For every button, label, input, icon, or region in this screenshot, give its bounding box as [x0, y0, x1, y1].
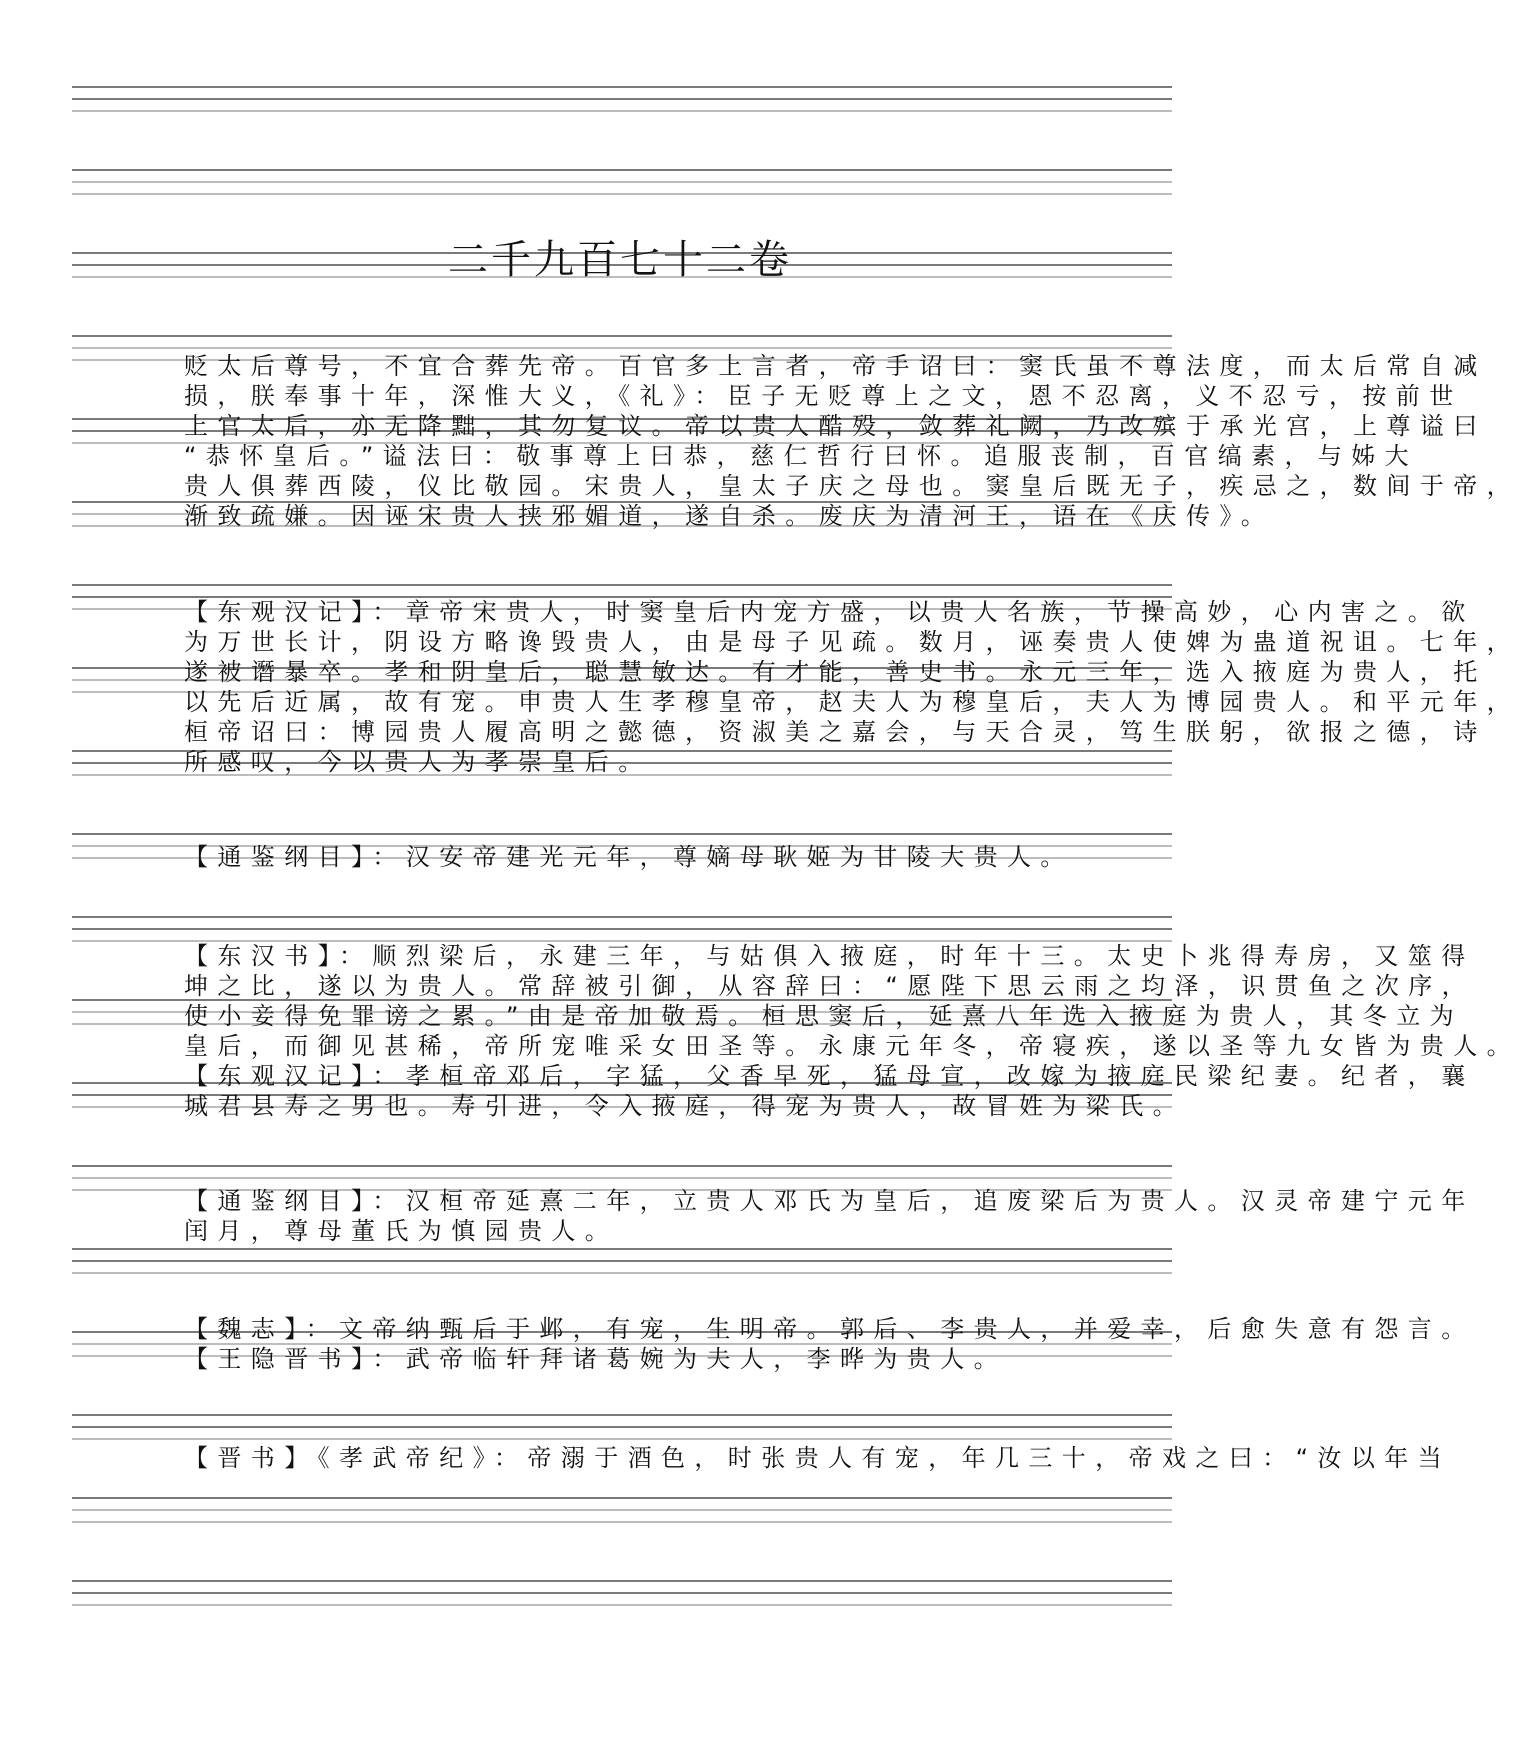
paragraph [184, 842, 1084, 872]
text-line: 贵人俱葬西陵，仪比敬园。宋贵人，皇太子庆之母也。窦皇后既无子，疾忌之，数间于帝， [184, 472, 1520, 500]
text-line: 【通鉴纲目】：汉安帝建光元年，尊嫡母耿姬为甘陵大贵人。 [184, 843, 1074, 871]
text-line: 【东观汉记】：孝桓帝邓后，字猛，父香早死，猛母宣，改嫁为掖庭民梁纪妻。纪者，襄 [184, 1062, 1475, 1090]
text-line: 坤之比，遂以为贵人。常辞被引御，从容辞曰：“愿陛下思云雨之均泽，识贯鱼之次序， [184, 972, 1476, 1000]
rule-line [72, 1272, 1172, 1274]
rule-line [72, 86, 1172, 88]
text-line: 使小妾得免罪谤之累。”由是帝加敬焉。桓思窦后，延熹八年选入掖庭为贵人，其冬立为 [184, 1002, 1464, 1030]
text-line: 【东观汉记】：章帝宋贵人，时窦皇后内宠方盛，以贵人名族，节操高妙，心内害之。欲 [184, 598, 1475, 626]
rule-line [72, 584, 1172, 586]
rule-line [72, 1592, 1172, 1594]
rule-line [72, 928, 1172, 930]
rule-line [72, 1414, 1172, 1416]
page-title: 二千九百七十二卷 [448, 237, 792, 283]
rule-line [72, 1438, 1172, 1440]
text-line: 【魏志】：文帝纳甄后于邺，有宠，生明帝。郭后、李贵人，并爱幸，后愈失意有怨言。 [184, 1315, 1475, 1343]
rule-line [72, 1260, 1172, 1262]
text-line: 贬太后尊号，不宜合葬先帝。百官多上言者，帝手诏曰：窦氏虽不尊法度，而太后常自减 [184, 352, 1487, 380]
rule-line [72, 833, 1172, 835]
rule-line [72, 169, 1172, 171]
text-line: 为万世长计，阴设方略谗毁贵人，由是母子见疏。数月，诬奏贵人使婢为蛊道祝诅。七年， [184, 628, 1520, 656]
rule-line [72, 1177, 1172, 1179]
rule-line [72, 1497, 1172, 1499]
paragraph [184, 1443, 1452, 1473]
text-line: 渐致疏嫌。因诬宋贵人挟邪媚道，遂自杀。废庆为清河王，语在《庆传》。 [184, 502, 1275, 530]
rule-line [72, 1521, 1172, 1523]
text-line: 皇后，而御见甚稀，帝所宠唯采女田圣等。永康元年冬，帝寝疾，遂以圣等九女皆为贵人。 [184, 1032, 1520, 1060]
paragraph [184, 1314, 1475, 1374]
rule-line [72, 1165, 1172, 1167]
rule-line [72, 916, 1172, 918]
rule-line [72, 98, 1172, 100]
text-line: 以先后近属，故有宠。申贵人生孝穆皇帝，赵夫人为穆皇后，夫人为博园贵人。和平元年， [184, 688, 1520, 716]
text-line: 【王隐晋书】：武帝临轩拜诸葛婉为夫人，李晔为贵人。 [184, 1345, 1007, 1373]
text-line: 上官太后，亦无降黜，其勿复议。帝以贵人酷殁，敛葬礼阙，乃改殡于承光宫，上尊谥曰 [184, 412, 1487, 440]
text-line: 【通鉴纲目】：汉桓帝延熹二年，立贵人邓氏为皇后，追废梁后为贵人。汉灵帝建宁元年 [184, 1187, 1475, 1215]
text-line: 桓帝诏曰：博园贵人履高明之懿德，资淑美之嘉会，与天合灵，笃生朕躬，欲报之德，诗 [184, 718, 1487, 746]
rule-line [72, 335, 1172, 337]
rule-line [72, 1580, 1172, 1582]
rule-line [72, 1604, 1172, 1606]
text-line: 【晋书】《孝武帝纪》：帝溺于酒色，时张贵人有宠，年几三十，帝戏之曰：“汝以年当 [184, 1444, 1452, 1472]
paragraph [184, 1186, 1475, 1246]
text-line: 所感叹，今以贵人为孝崇皇后。 [184, 748, 652, 776]
rule-line [72, 110, 1172, 112]
rule-line [72, 1248, 1172, 1250]
paragraph [184, 351, 1520, 531]
text-line: 闰月，尊母董氏为慎园贵人。 [184, 1217, 619, 1245]
rule-line [72, 181, 1172, 183]
rule-line [72, 1509, 1172, 1511]
text-line: “恭怀皇后。”谥法曰：敬事尊上曰恭，慈仁哲行曰怀。追服丧制，百官缟素，与姊大 [184, 442, 1419, 470]
rule-line [72, 193, 1172, 195]
paragraph [184, 941, 1520, 1121]
text-line: 遂被谮暴卒。孝和阴皇后，聪慧敏达。有才能，善史书。永元三年，选入掖庭为贵人，托 [184, 658, 1487, 686]
text-line: 损，朕奉事十年，深惟大义，《礼》：臣子无贬尊上之文，恩不忍离，义不忍亏，按前世 [184, 382, 1463, 410]
text-line: 城君县寿之男也。寿引进，令入掖庭，得宠为贵人，故冒姓为梁氏。 [184, 1092, 1186, 1120]
text-line: 【东汉书】：顺烈梁后，永建三年，与姑俱入掖庭，时年十三。太史卜兆得寿房，又筮得 [184, 942, 1475, 970]
paragraph [184, 597, 1520, 777]
rule-line [72, 1426, 1172, 1428]
rule-line [72, 347, 1172, 349]
